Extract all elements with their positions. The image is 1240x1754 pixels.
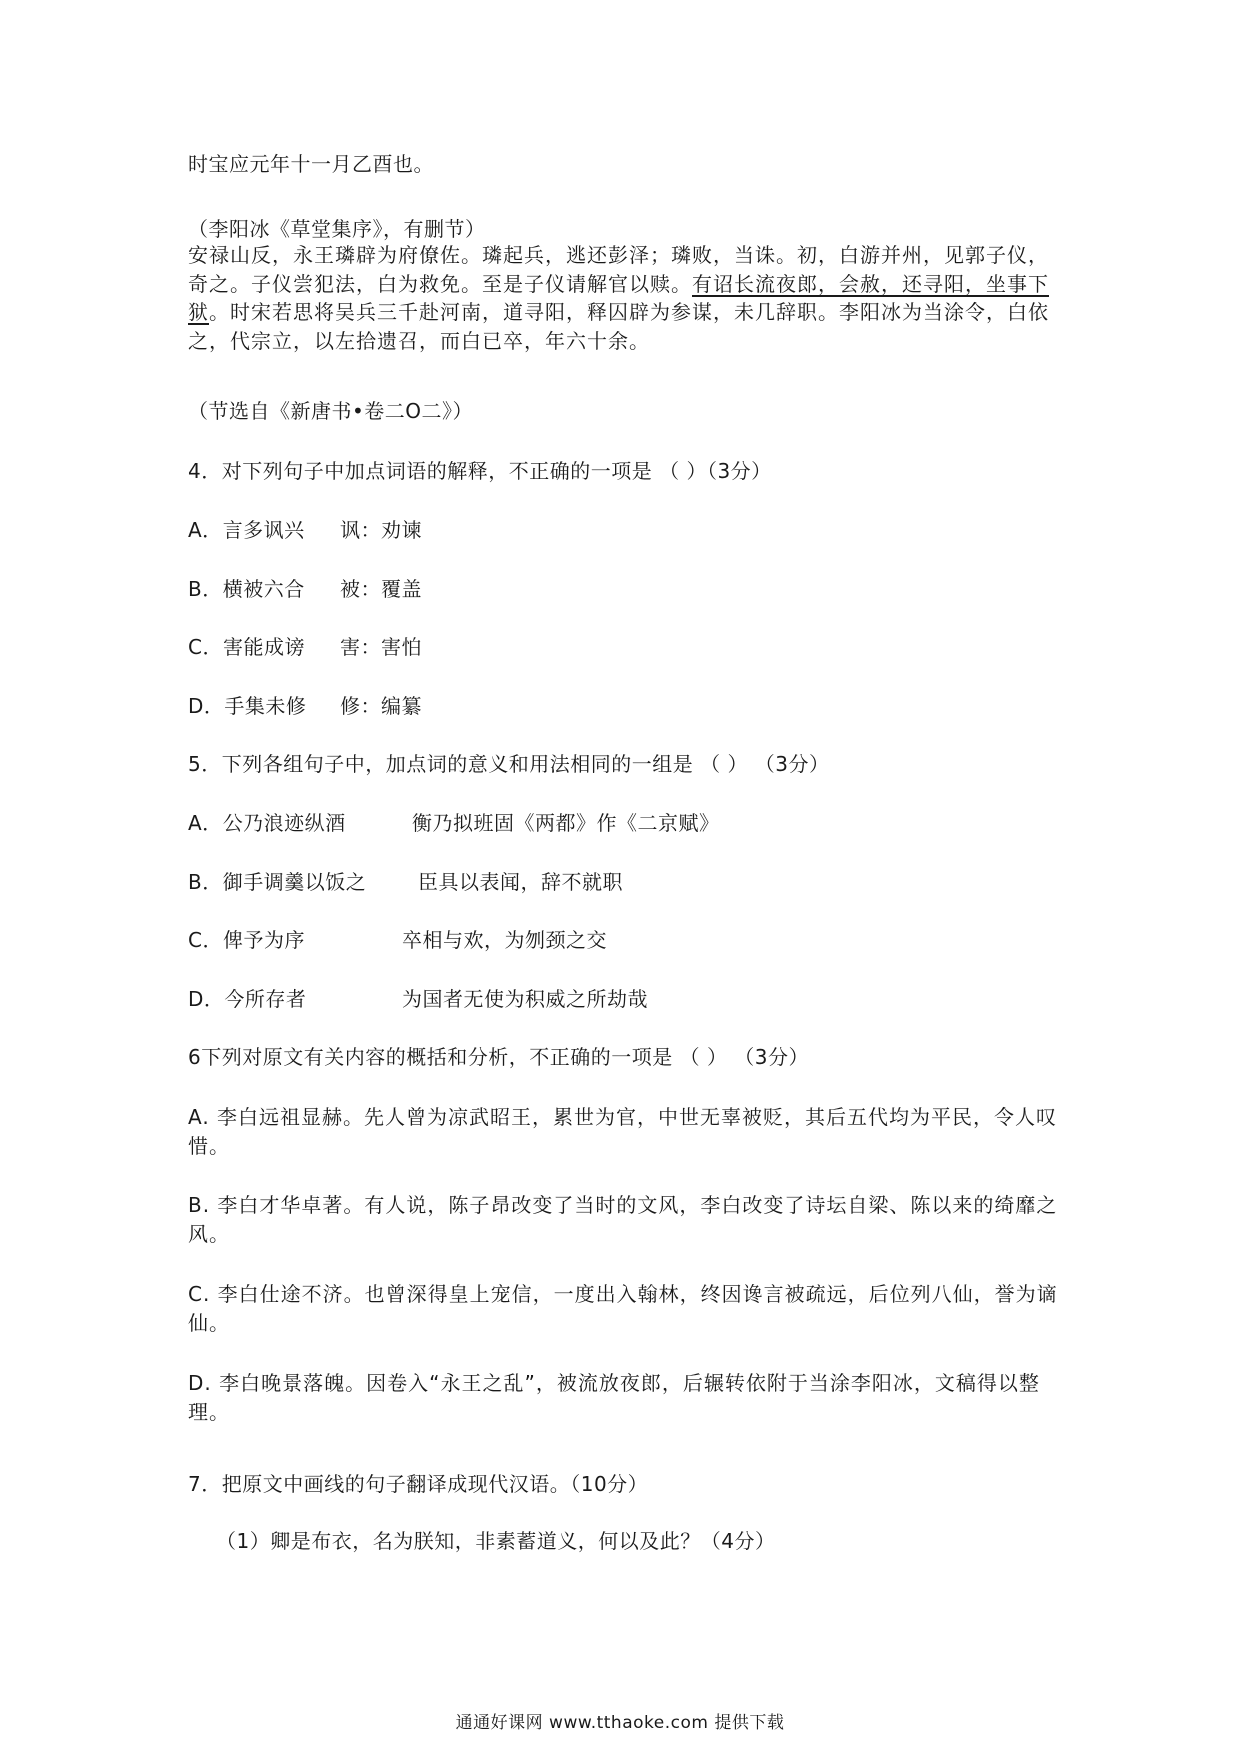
q4-option-c: [188, 633, 305, 661]
passage-paragraph-2: [188, 241, 1068, 355]
q5-option-d: [188, 985, 306, 1013]
option-letter: C．: [188, 635, 223, 659]
option-letter: D．: [188, 987, 225, 1011]
q6-option-c: C. 李白仕途不济。也曾深得皇上宠信，一度出入翰林，终因谗言被疏远，后位列八仙，誉为谪仙。: [188, 1282, 1058, 1335]
q6-option-b: B. 李白才华卓著。有人说，陈子昂改变了当时的文风，李白改变了诗坛自梁、陈以来的绮靡之风。: [188, 1193, 1058, 1246]
option-left-sentence: 御手调羹以饭之: [222, 870, 367, 894]
option-letter: B．: [188, 870, 223, 894]
q4-option-b-gloss: 被：覆盖: [340, 577, 422, 601]
option-left-sentence: 今所存者: [224, 987, 307, 1011]
q6-stem: 6下列对原文有关内容的概括和分析，不正确的一项是 （ ） （3分）: [188, 1045, 810, 1069]
q4-option-d-gloss: 修：编纂: [340, 694, 422, 718]
q7-sub-question-1: （1）卿是布衣，名为朕知，非素蓄道义，何以及此？（4分）: [216, 1529, 776, 1553]
q6-option-d: D. 李白晚景落魄。因卷入“永王之乱”，被流放夜郎，后辗转依附于当涂李阳冰，文稿得以整理。: [188, 1371, 1040, 1424]
option-phrase: 横被六合: [222, 577, 305, 601]
q5-option-a-right: 衡乃拟班固《两都》作《二京赋》: [412, 811, 720, 835]
q5-option-c: [188, 926, 305, 954]
q5-option-c-right: 卒相与欢，为刎颈之交: [402, 928, 607, 952]
passage-source-1: （李阳冰《草堂集序》，有删节）: [188, 217, 486, 241]
q4-option-a: [188, 516, 305, 544]
passage-underlined-sentence: 有诏长流夜郎，会赦，还寻阳，坐事下狱: [188, 271, 1049, 324]
q5-option-b: [188, 868, 366, 896]
option-phrase: 言多讽兴: [222, 518, 305, 542]
q5-stem: 5．下列各组句子中，加点词的意义和用法相同的一组是 （ ） （3分）: [188, 752, 830, 776]
option-left-sentence: 俾予为序: [222, 928, 305, 952]
q4-option-b: [188, 575, 305, 603]
q4-stem: 4．对下列句子中加点词语的解释，不正确的一项是 （ ）（3分）: [188, 459, 772, 483]
option-phrase: 手集未修: [224, 694, 307, 718]
q4-option-a-gloss: 讽：劝谏: [340, 518, 422, 542]
q6-option-a: A. 李白远祖显赫。先人曾为凉武昭王，累世为官，中世无辜被贬，其后五代均为平民，令人叹惜。: [188, 1105, 1058, 1158]
option-letter: A．: [188, 811, 223, 835]
passage-line-date: 时宝应元年十一月乙酉也。: [188, 152, 434, 176]
passage-paragraph-2-end: 。时宋若思将吴兵三千赴河南，道寻阳，释囚辟为参谋，未几辞职。李阳冰为当涂令，白依之，代宗立，以左拾遗召，而白已卒，年六十余。: [188, 300, 1049, 353]
passage-paragraph-2-start: 安禄山反，永王璘辟为府僚佐。璘起兵，逃还彭泽；璘败，当诛。初，白游并州，见郭子仪，奇之。子仪尝犯法，白为救免。至是子仪请解官以赎。: [188, 243, 1049, 296]
option-letter: A．: [188, 518, 223, 542]
q7-stem: 7．把原文中画线的句子翻译成现代汉语。（10分）: [188, 1472, 649, 1496]
option-letter: B．: [188, 577, 223, 601]
q5-option-b-right: 臣具以表闻，辞不就职: [418, 870, 623, 894]
option-phrase: 害能成谤: [222, 635, 305, 659]
q5-option-d-right: 为国者无使为积威之所劫哉: [402, 987, 648, 1011]
option-left-sentence: 公乃浪迹纵酒: [222, 811, 346, 835]
q5-option-a: [188, 809, 346, 837]
option-letter: C．: [188, 928, 223, 952]
q4-option-d: [188, 692, 306, 720]
passage-source-2: （节选自《新唐书•卷二O二》）: [188, 399, 474, 423]
option-letter: D．: [188, 694, 225, 718]
q4-option-c-gloss: 害：害怕: [340, 635, 422, 659]
page-footer: 通通好课网 www.tthaoke.com 提供下载: [455, 1713, 785, 1733]
